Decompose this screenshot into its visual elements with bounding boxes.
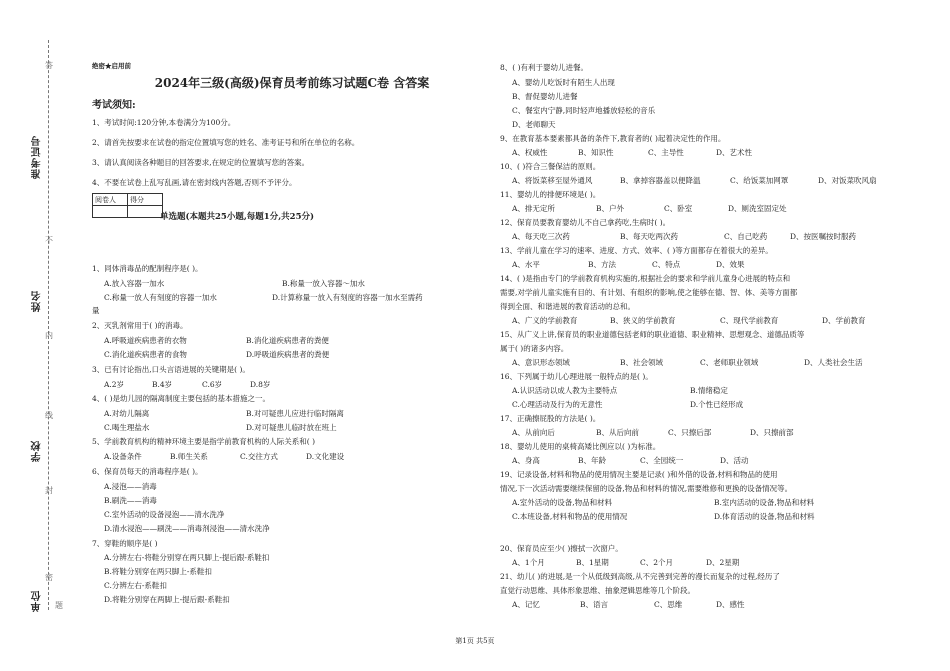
question: 3、已有讨论指出,口头言语进展的关键期是( )。 [92, 365, 250, 374]
question: 9、在教育基本要素都具备的条件下,教育者的( )起着决定性的作用。 [500, 134, 726, 143]
reviewer-cell: 阅卷人 [93, 194, 128, 206]
score-table [92, 193, 163, 218]
option: D.文化建设 [306, 452, 345, 461]
question: 7、穿鞋的顺序是( ) [92, 539, 158, 548]
option: C.心理活动及行为的无意性 [512, 400, 603, 409]
option: B、语言 [580, 600, 609, 609]
option: B.刷洗——消毒 [104, 496, 157, 505]
option: A、意识形态领域 [512, 358, 570, 367]
question: 10、( )符合三餐保洁的原则。 [500, 162, 601, 171]
question: 需要,对学前儿童实施有目的、有计划、有组织的影响,使之能够在德、智、体、美等方面都 [500, 288, 798, 297]
question: 14、( )是指由专门的学前教育机构实施的,根据社会的要求和学前儿童身心进展的特点和 [500, 274, 791, 283]
question: 16、下列属于幼儿心理进展一般特点的是( )。 [500, 372, 653, 381]
option: C.交往方式 [240, 452, 278, 461]
score-blank[interactable] [128, 206, 163, 218]
option: D.计算称量一放入有刻度的容器一加水至需药 [272, 293, 423, 302]
option: C、全园统一 [640, 456, 684, 465]
option: B、每天吃两次药 [620, 232, 679, 241]
question: 13、学前儿童在学习的速率、进度、方式、效率、( )等方面都存在着很大的差异。 [500, 246, 773, 255]
option: B、狭义的学前教育 [610, 316, 676, 325]
seal-char: 线 [45, 411, 53, 420]
name-label: 姓名 [32, 290, 43, 312]
option: A、身高 [512, 456, 540, 465]
option: B、从后向前 [596, 428, 640, 437]
option: D、效果 [716, 260, 745, 269]
option: D、对饭菜吹风扇 [818, 176, 877, 185]
option: A.浸泡——消毒 [104, 482, 157, 491]
option: A.呼吸道疾病患者的衣物 [104, 336, 187, 345]
question: 21、幼儿( )的进展,是一个从低级到高级,从不完善到完善的漫长而复杂的过程,经历了 [500, 572, 780, 581]
section-title: 单选题(本题共25小题,每题1分,共25分) [160, 212, 315, 222]
option: A.设备条件 [104, 452, 142, 461]
seal-char: 答 [45, 61, 53, 70]
option: D、活动 [720, 456, 749, 465]
option: B、知识性 [578, 148, 614, 157]
unit-label: 单位 [32, 590, 43, 612]
option: D、厕洗室固定处 [728, 204, 787, 213]
option: A.2岁 [104, 380, 125, 389]
question: 直觉行动思维、具体形象思维、抽象逻辑思维等几个阶段。 [500, 586, 695, 595]
option: C.室外活动的设备浸泡——清水洗净 [104, 510, 225, 519]
question: 6、保育员每天的消毒程序是( )。 [92, 467, 203, 476]
option: D、按医嘱按时服药 [790, 232, 857, 241]
option: D、艺术性 [716, 148, 753, 157]
option: D.对可疑患儿临时放在班上 [246, 423, 337, 432]
option: C、老师职业领域 [700, 358, 759, 367]
option: 量 [92, 306, 100, 315]
option: A、水平 [512, 260, 540, 269]
option: B.4岁 [152, 380, 173, 389]
option: A、将饭菜移至屋外通风 [512, 176, 593, 185]
option: D、2星期 [706, 558, 740, 567]
notice-item: 3、请认真阅读各种题目的回答要求,在规定的位置填写您的答案。 [92, 158, 310, 167]
reviewer-blank[interactable] [93, 206, 128, 218]
option: A.放入容器一加水 [104, 279, 165, 288]
option: C、餐室内宁静,同时轻声地播放轻松的音乐 [512, 106, 656, 115]
option: C.6岁 [202, 380, 223, 389]
option: D.清水浸泡——刷洗——消毒剂浸泡——清水洗净 [104, 524, 270, 533]
option: D.体育活动的设备,物品和材料 [714, 512, 815, 521]
option: C、主导性 [648, 148, 684, 157]
question: 8、( )有利于婴幼儿进餐。 [500, 63, 589, 72]
option: B、1星期 [576, 558, 609, 567]
exam-id-label: 准考证号 [32, 135, 43, 179]
option: A、每天吃三次药 [512, 232, 570, 241]
option: D.将鞋分别穿在两脚上-提后跟-系鞋扣 [104, 595, 230, 604]
option: B.对可疑患儿应进行临时隔离 [246, 409, 344, 418]
option: A、婴幼儿吃饭时有陌生人出现 [512, 78, 615, 87]
seal-char: 题 [55, 601, 63, 610]
option: B、户外 [596, 204, 625, 213]
page-title: 2024年三级(高级)保育员考前练习试题C卷 含答案 [154, 76, 430, 90]
option: A.室外活动的设备,物品和材料 [512, 498, 613, 507]
notice-heading: 考试须知: [92, 100, 136, 111]
notice-item: 2、请首先按要求在试卷的指定位置填写您的姓名、准考证号和所在单位的名称。 [92, 138, 360, 147]
option: B、督促婴幼儿进餐 [512, 92, 578, 101]
question: 11、婴幼儿的排便环境是( )。 [500, 190, 601, 199]
option: A.对幼儿隔离 [104, 409, 150, 418]
notice-item: 1、考试时间:120分钟,本卷满分为100分。 [92, 118, 236, 127]
question: 15、从广义上讲,保育员的职业道德包括老师的职业道德、职业精神、思想观念、道德品质等 [500, 330, 805, 339]
question: 2、灭乳剂常用于( )的消毒。 [92, 321, 188, 330]
option: D、学前教育 [822, 316, 866, 325]
option: B、方法 [588, 260, 617, 269]
option: C、现代学前教育 [720, 316, 779, 325]
option: B.将鞋分别穿在两只脚上-系鞋扣 [104, 567, 212, 576]
question: 18、婴幼儿使用的桌椅高矮比例应以( )为标准。 [500, 442, 661, 451]
school-label: 学校 [32, 440, 43, 462]
question: 属于( )的诸多内容。 [500, 344, 569, 353]
option: C.消化道疾病患者的食物 [104, 350, 187, 359]
question: 得到全面、和谐进展的教育活动的总和。 [500, 302, 635, 311]
option: C、自己吃药 [724, 232, 768, 241]
option: C.本班设备,材料和物品的使用情况 [512, 512, 628, 521]
option: D、感性 [716, 600, 745, 609]
option: B.师生关系 [170, 452, 208, 461]
option: B.消化道疾病患者的粪便 [246, 336, 329, 345]
option: C.称量一放人有刻度的容器一加水 [104, 293, 217, 302]
score-cell: 得分 [128, 194, 163, 206]
page-footer: 第1页 共5页 [455, 637, 495, 645]
question: 12、保育员要教育婴幼儿不自己拿药吃,生病时( )。 [500, 218, 671, 227]
option: C、思维 [654, 600, 683, 609]
option: C、给饭菜加网罩 [730, 176, 789, 185]
notice-item: 4、不要在试卷上乱写乱画,请在密封线内答题,否则不予评分。 [92, 178, 297, 187]
question: 5、学前教育机构的精神环境主要是指学前教育机构的人际关系和( ) [92, 437, 316, 446]
option: D、人类社会生活 [804, 358, 863, 367]
question: 情况,下一次活动需要继续保留的设备,物品和材料的情况,需要维修和更换的设备情况等。 [500, 484, 793, 493]
seal-char: 封 [45, 486, 53, 495]
option: C、只擦后部 [668, 428, 712, 437]
option: B、社会领域 [620, 358, 664, 367]
option: C、卧室 [664, 204, 693, 213]
option: A、权威性 [512, 148, 548, 157]
secret-label: 绝密★启用前 [92, 62, 131, 70]
question: 17、正确擦屁股的方法是( )。 [500, 414, 601, 423]
seal-char: 不 [45, 236, 53, 245]
seal-char: 密 [45, 573, 53, 582]
option: A、1个月 [512, 558, 545, 567]
option: A、排无定所 [512, 204, 555, 213]
option: C.喝生理盐水 [104, 423, 150, 432]
option: A、记忆 [512, 600, 540, 609]
question: 20、保育员应至少( )擦拭一次窗户。 [500, 544, 623, 553]
option: B、年龄 [578, 456, 607, 465]
option: D.8岁 [250, 380, 271, 389]
question: 4、( )是幼儿园的隔离制度主要包括的基本措施之一。 [92, 394, 271, 403]
option: B.情绪稳定 [690, 386, 728, 395]
option: C.分辨左右-系鞋扣 [104, 581, 167, 590]
option: A.分辨左右-将鞋分别穿在两只脚上-提后跟-系鞋扣 [104, 553, 270, 562]
option: A、广义的学前教育 [512, 316, 578, 325]
option: C、特点 [652, 260, 681, 269]
option: D.呼吸道疾病患者的粪便 [246, 350, 330, 359]
seal-char: 内 [45, 331, 53, 340]
option: D、老师聊天 [512, 120, 556, 129]
option: B、拿掉容器盖以便降温 [620, 176, 701, 185]
option: B.称量一放入容器～加水 [282, 279, 365, 288]
option: A.认识活动以成人教为主要特点 [512, 386, 618, 395]
option: C、2个月 [640, 558, 674, 567]
question: 1、同体消毒品的配制程序是( )。 [92, 264, 203, 273]
seal-line [48, 40, 49, 610]
question: 19、记录设备,材料和物品的使用情况主要是记录( )和外借的设备,材料和物品的使用 [500, 470, 778, 479]
option: A、从前向后 [512, 428, 555, 437]
option: D、只擦前部 [750, 428, 794, 437]
option: D.个性已经形成 [690, 400, 744, 409]
option: B.室内活动的设备,物品和材料 [714, 498, 815, 507]
